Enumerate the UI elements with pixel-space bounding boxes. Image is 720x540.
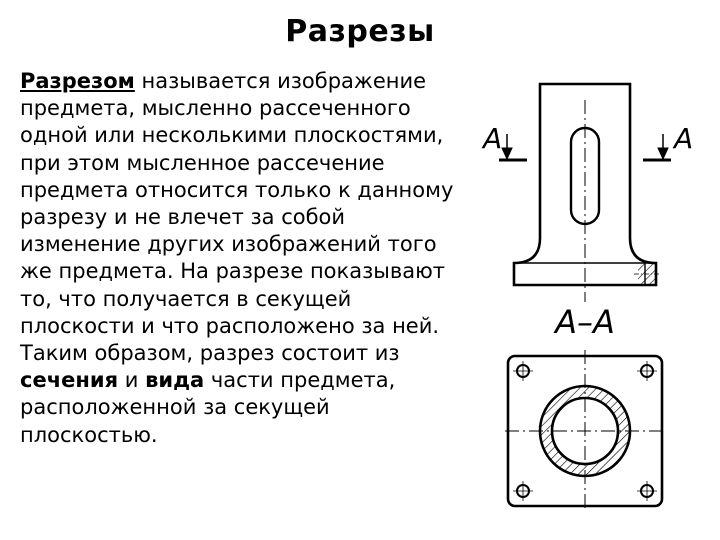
section-label: A–A — [555, 303, 615, 341]
paragraph-part-3: части предмета, расположенной за секущей плоскостью. — [20, 368, 396, 447]
view-word: вида — [145, 368, 205, 393]
paragraph-part-1: называется изображение предмета, мысленно рассеченного одной или несколькими плоскостями, при этом мысленное рассечение предмета относится только к данному разрезу и не влечет за собой изменение других изображений того же предмета. На разрезе показывают то, что получается в секущей плоскости и что расположено за ней. Таким образом, разрез состоит из — [20, 69, 454, 366]
section-word: сечения — [20, 368, 119, 393]
slide-title-text: Разрезы — [285, 14, 435, 49]
technical-drawing — [460, 60, 720, 530]
term-highlight: Разрезом — [20, 69, 135, 93]
definition-paragraph — [20, 68, 460, 449]
slide-title — [0, 14, 720, 49]
arrow-right-icon — [658, 148, 668, 159]
front-view — [514, 84, 660, 302]
cut-label-right: A — [674, 122, 694, 155]
arrow-left-icon — [502, 148, 512, 159]
paragraph-part-2: и — [118, 368, 146, 393]
section-view — [505, 350, 665, 512]
cut-label-left: A — [483, 122, 503, 155]
